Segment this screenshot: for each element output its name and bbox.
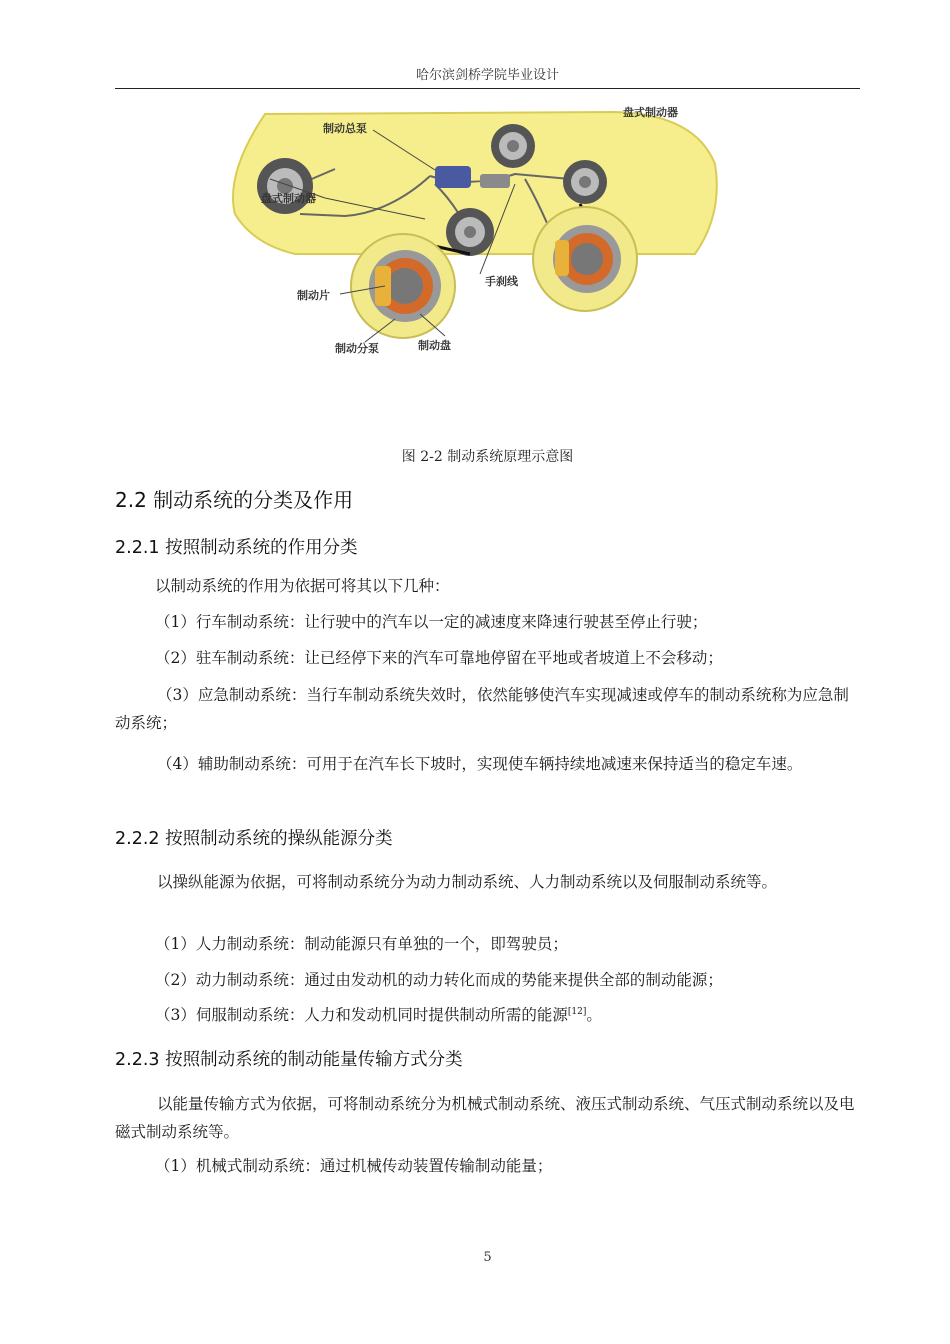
wheel-rear-right [563,160,607,204]
citation-ref: [12] [567,1006,587,1017]
paragraph-2-2-1-intro: 以制动系统的作用为依据可将其以下几种： [155,577,450,595]
list-item-2-2-2-3 [155,1001,602,1029]
label-wheel-cylinder: 制动分泵 [335,342,379,355]
label-brake-disc: 制动盘 [418,339,451,352]
zoom-disc-left [351,234,455,338]
label-brake-pad: 制动片 [297,289,330,302]
list-item-2-2-2-3-end: 。 [586,1006,602,1024]
list-item-2-2-1-3: （3）应急制动系统：当行车制动系统失效时，依然能够使汽车实现减速或停车的制动系统称为应急制动系统； [115,686,849,732]
wheel-front-left [257,158,313,214]
list-item-2-2-1-2: （2）驻车制动系统：让已经停下来的汽车可靠地停留在平地或者坡道上不会移动； [155,649,723,667]
paragraph-2-2-2-intro: 以操纵能源为依据，可将制动系统分为动力制动系统、人力制动系统以及伺服制动系统等。 [157,873,778,891]
label-handbrake-cable: 手刹线 [485,275,518,288]
list-item-2-2-2-1: （1）人力制动系统：制动能源只有单独的一个，即驾驶员； [155,935,568,953]
list-item-2-2-1-1: （1）行车制动系统：让行驶中的汽车以一定的减速度来降速行驶甚至停止行驶； [155,613,708,631]
list-item-2-2-2-3-text: （3）伺服制动系统：人力和发动机同时提供制动所需的能源 [155,1006,568,1024]
label-master-cylinder: 制动总泵 [323,122,367,135]
list-item-2-2-2-2: （2）动力制动系统：通过由发动机的动力转化而成的势能来提供全部的制动能源； [155,971,723,989]
paragraph-2-2-3-intro: 以能量传输方式为依据，可将制动系统分为机械式制动系统、液压式制动系统、气压式制动系统以及电磁式制动系统等。 [115,1095,855,1141]
label-disc-brake-top-right: 盘式制动器 [623,106,678,119]
label-disc-brake-left: 盘式制动器 [261,192,316,205]
figure-caption: 图 2-2 制动系统原理示意图 [401,449,574,465]
section-heading-2-2: 2.2 制动系统的分类及作用 [115,488,354,512]
subsection-heading-2-2-2: 2.2.2 按照制动系统的操纵能源分类 [115,829,393,849]
brake-system-figure [225,104,720,366]
header-rule [115,88,860,89]
wheel-rear-top [491,124,535,168]
list-item-2-2-1-4: （4）辅助制动系统：可用于在汽车长下坡时，实现使车辆持续地减速来保持适当的稳定车速。 [157,755,803,773]
page-number: 5 [483,1250,492,1265]
page-header: 哈尔滨剑桥学院毕业设计 [415,68,559,83]
list-item-2-2-3-1: （1）机械式制动系统：通过机械传动装置传输制动能量； [155,1157,553,1175]
zoom-disc-right [533,207,637,311]
subsection-heading-2-2-1: 2.2.1 按照制动系统的作用分类 [115,538,358,558]
subsection-heading-2-2-3: 2.2.3 按照制动系统的制动能量传输方式分类 [115,1050,463,1070]
